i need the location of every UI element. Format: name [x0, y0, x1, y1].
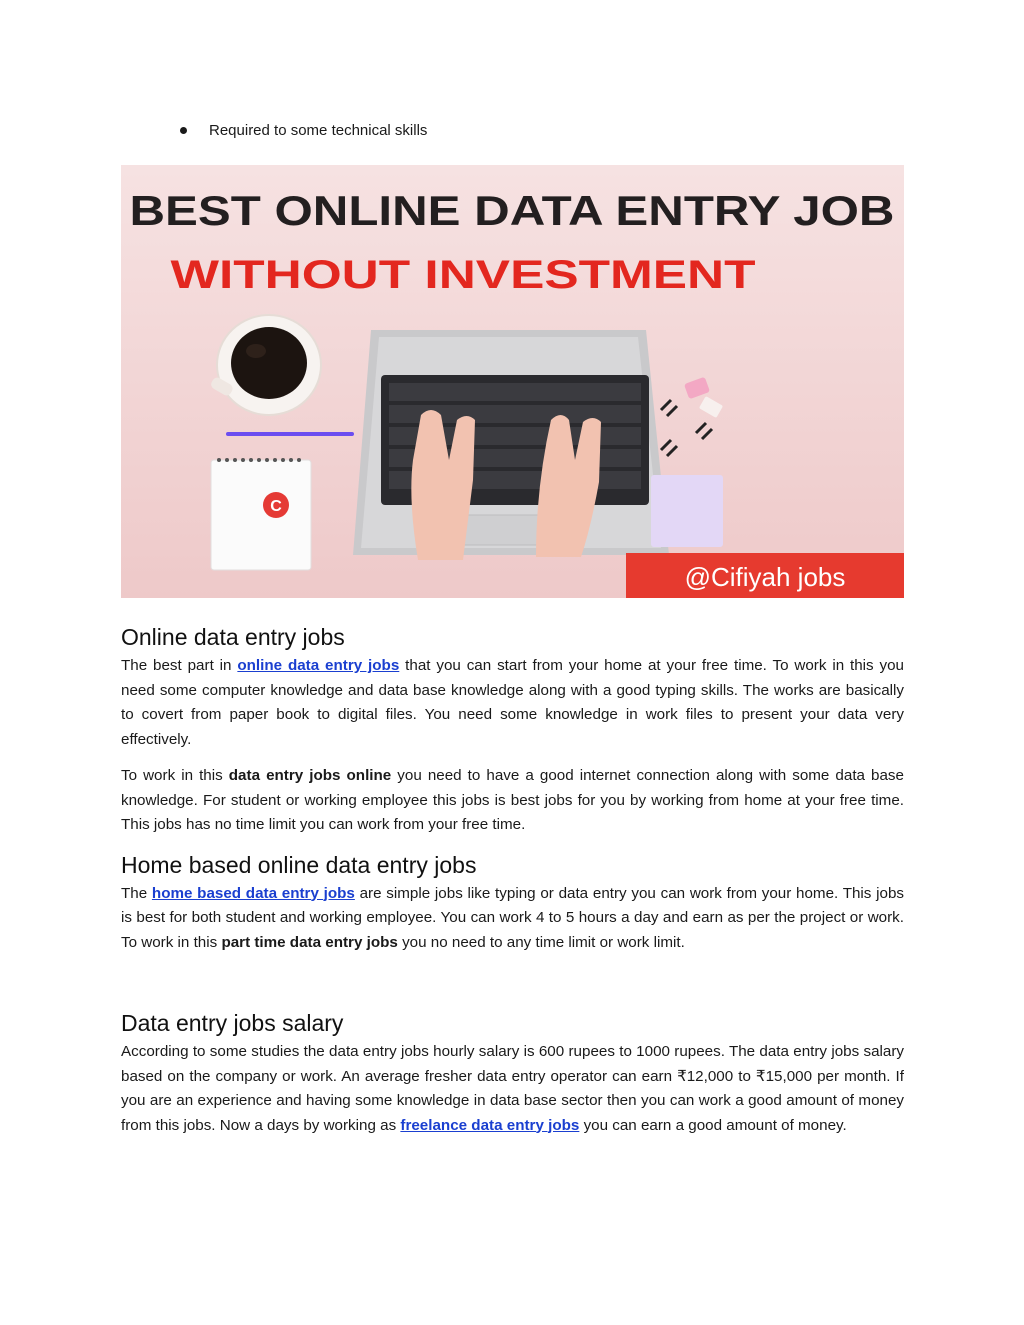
text-span: that you can start from your home at your free time. To work in this you need some computer knowledge and data base knowledge along with a good typing skills. The works are basically to covert from paper book to digital files. You need some knowledge in work files to present your data very effectively. [121, 657, 905, 748]
heading-online: Online data entry jobs [121, 624, 345, 650]
text-span: you can earn a good amount of money. [579, 1116, 847, 1134]
text-span: you no need to any time limit or work limit. [397, 933, 685, 951]
bullet-icon [180, 127, 187, 134]
article-body [121, 622, 904, 1138]
hero-title-line1: BEST ONLINE DATA ENTRY JOB [129, 187, 895, 234]
link-home-based-data-entry-jobs[interactable]: home based data entry jobs [151, 884, 355, 902]
text-span: you need to have a good internet connection along with some data base knowledge. For student or working employee this jobs is best jobs for you by working from home at your free time. This jobs has no time limit you can work from your free time. [121, 767, 904, 833]
paragraph-online-2 [121, 764, 904, 838]
link-freelance-data-entry-jobs[interactable]: freelance data entry jobs [400, 1116, 580, 1134]
hero-title-line2: WITHOUT INVESTMENT [170, 253, 756, 297]
hero-image [121, 165, 904, 598]
notebook-icon [211, 458, 311, 570]
text-span: According to some studies the data entry jobs hourly salary is 600 rupees to 1000 rupees. The data entry jobs salary based on the company or work. An average fresher data entry operator can earn ₹12,000 to ₹15,000 per month. If you are an experience and having some knowledge in data base sector then you can work a good amount of money from this jobs. Now a days by working as [121, 1043, 904, 1134]
hero-illustration [121, 165, 904, 598]
laptop-icon [353, 330, 669, 555]
sticky-pad-icon [651, 475, 723, 547]
bullet-text: Required to some technical skills [209, 122, 428, 139]
notebook-logo: C [270, 498, 282, 515]
heading-salary: Data entry jobs salary [121, 1010, 344, 1036]
text-span: The best part in [121, 657, 238, 674]
bullet-item [180, 122, 427, 139]
text-span: To work in this [121, 767, 229, 784]
pen-icon [226, 432, 354, 436]
paragraph-home-1 [121, 882, 904, 956]
paragraph-online-1 [121, 654, 904, 752]
hero-badge: @Cifiyah jobs [684, 562, 846, 592]
text-span: are simple jobs like typing or data entry you can work from your home. This jobs is best for both student and working employee. You can work 4 to 5 hours a day and earn as per the project or work. To work in this [121, 884, 904, 951]
bold-text: part time data entry jobs [221, 933, 398, 951]
bold-text: data entry jobs online [228, 767, 392, 784]
heading-home: Home based online data entry jobs [121, 851, 477, 878]
text-span: The [121, 884, 152, 902]
link-online-data-entry-jobs[interactable]: online data entry jobs [237, 657, 400, 674]
paragraph-salary-1 [121, 1040, 904, 1138]
